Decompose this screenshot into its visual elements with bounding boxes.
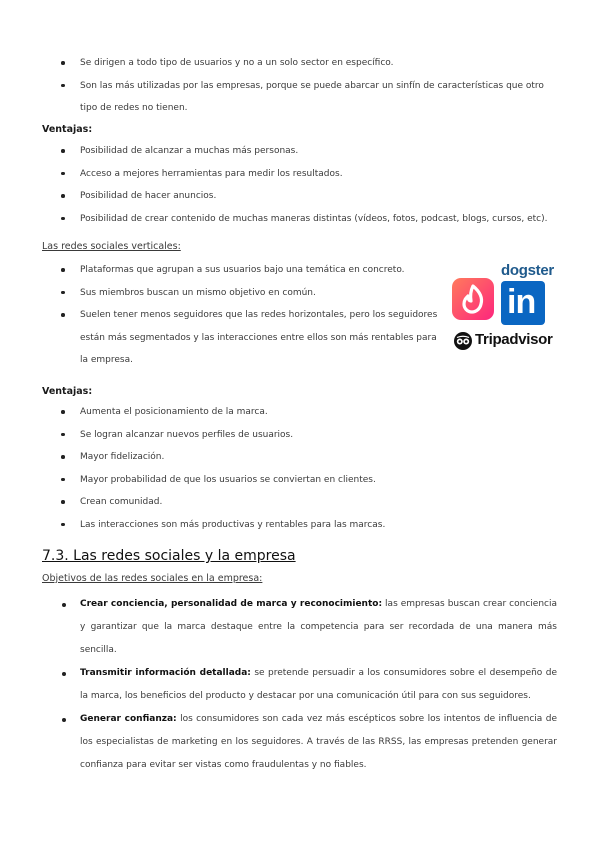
ventajas-heading: Ventajas: [42,124,93,135]
verticales-heading: Las redes sociales verticales: [42,241,181,252]
list-item: Posibilidad de alcanzar a muchas más personas. [0,140,600,163]
objective-term: Generar confianza: [80,714,177,724]
list-item: Se dirigen a todo tipo de usuarios y no a un solo sector en específico. [0,52,600,75]
ventajas-list [0,401,600,536]
list-item: Se logran alcanzar nuevos perfiles de usuarios. [0,424,600,447]
tinder-logo [452,278,494,320]
list-item: Las interacciones son más productivas y rentables para las marcas. [0,514,600,537]
list-item: Mayor fidelización. [0,446,600,469]
linkedin-wordmark: in [507,283,536,321]
list-item: Acceso a mejores herramientas para medir los resultados. [0,163,600,186]
horizontal-bullet-list [0,52,600,120]
objectives-list [42,593,557,777]
list-item: Posibilidad de hacer anuncios. [0,185,600,208]
objective-text: los consumidores son cada vez más escépticos sobre los intentos de influencia de los especialistas de marketing en los seguidores. A través de las RRSS, las empresas pretenden generar confianza para evitar ser vistas como fraudulentas y no fiables. [80,714,557,770]
list-item: Aumenta el posicionamiento de la marca. [0,401,600,424]
list-item: Suelen tener menos seguidores que las redes horizontales, pero los seguidores están más segmentados y las interacciones entre ellos son más rentables para la empresa. [0,304,600,372]
list-item: Posibilidad de crear contenido de muchas maneras distintas (vídeos, fotos, podcast, blogs, cursos, etc). [0,208,600,231]
list-item: Mayor probabilidad de que los usuarios se conviertan en clientes. [0,469,600,492]
flame-icon [452,278,494,320]
list-item: Sus miembros buscan un mismo objetivo en común. [0,282,600,305]
objective-item [42,708,557,777]
objective-term: Crear conciencia, personalidad de marca y reconocimiento: [80,599,383,609]
objective-term: Transmitir información detallada: [80,668,251,678]
dogster-logo: dogster [501,262,554,279]
section-subtitle: Objetivos de las redes sociales en la empresa: [42,573,263,584]
objective-item [42,593,557,662]
owl-icon [454,332,472,350]
tripadvisor-logo [454,331,558,351]
objective-item [42,662,557,708]
social-logos [452,262,556,354]
list-item: Plataformas que agrupan a sus usuarios bajo una temática en concreto. [0,259,600,282]
objective-text: se pretende persuadir a los consumidores sobre el desempeño de la marca, los beneficios del producto y destacar por una comunicación útil para con sus seguidores. [80,668,557,701]
list-item: Crean comunidad. [0,491,600,514]
tripadvisor-wordmark: Tripadvisor [475,331,553,348]
linkedin-logo [501,281,545,325]
section-title: 7.3. Las redes sociales y la empresa [42,548,296,564]
objective-text: las empresas buscan crear conciencia y garantizar que la marca destaque entre la competencia para ser recordada de una manera más sencilla. [80,599,557,655]
ventajas-heading: Ventajas: [42,386,93,397]
list-item: Son las más utilizadas por las empresas, porque se puede abarcar un sinfín de características que otro tipo de redes no tienen. [0,75,600,120]
ventajas-list [0,140,600,230]
